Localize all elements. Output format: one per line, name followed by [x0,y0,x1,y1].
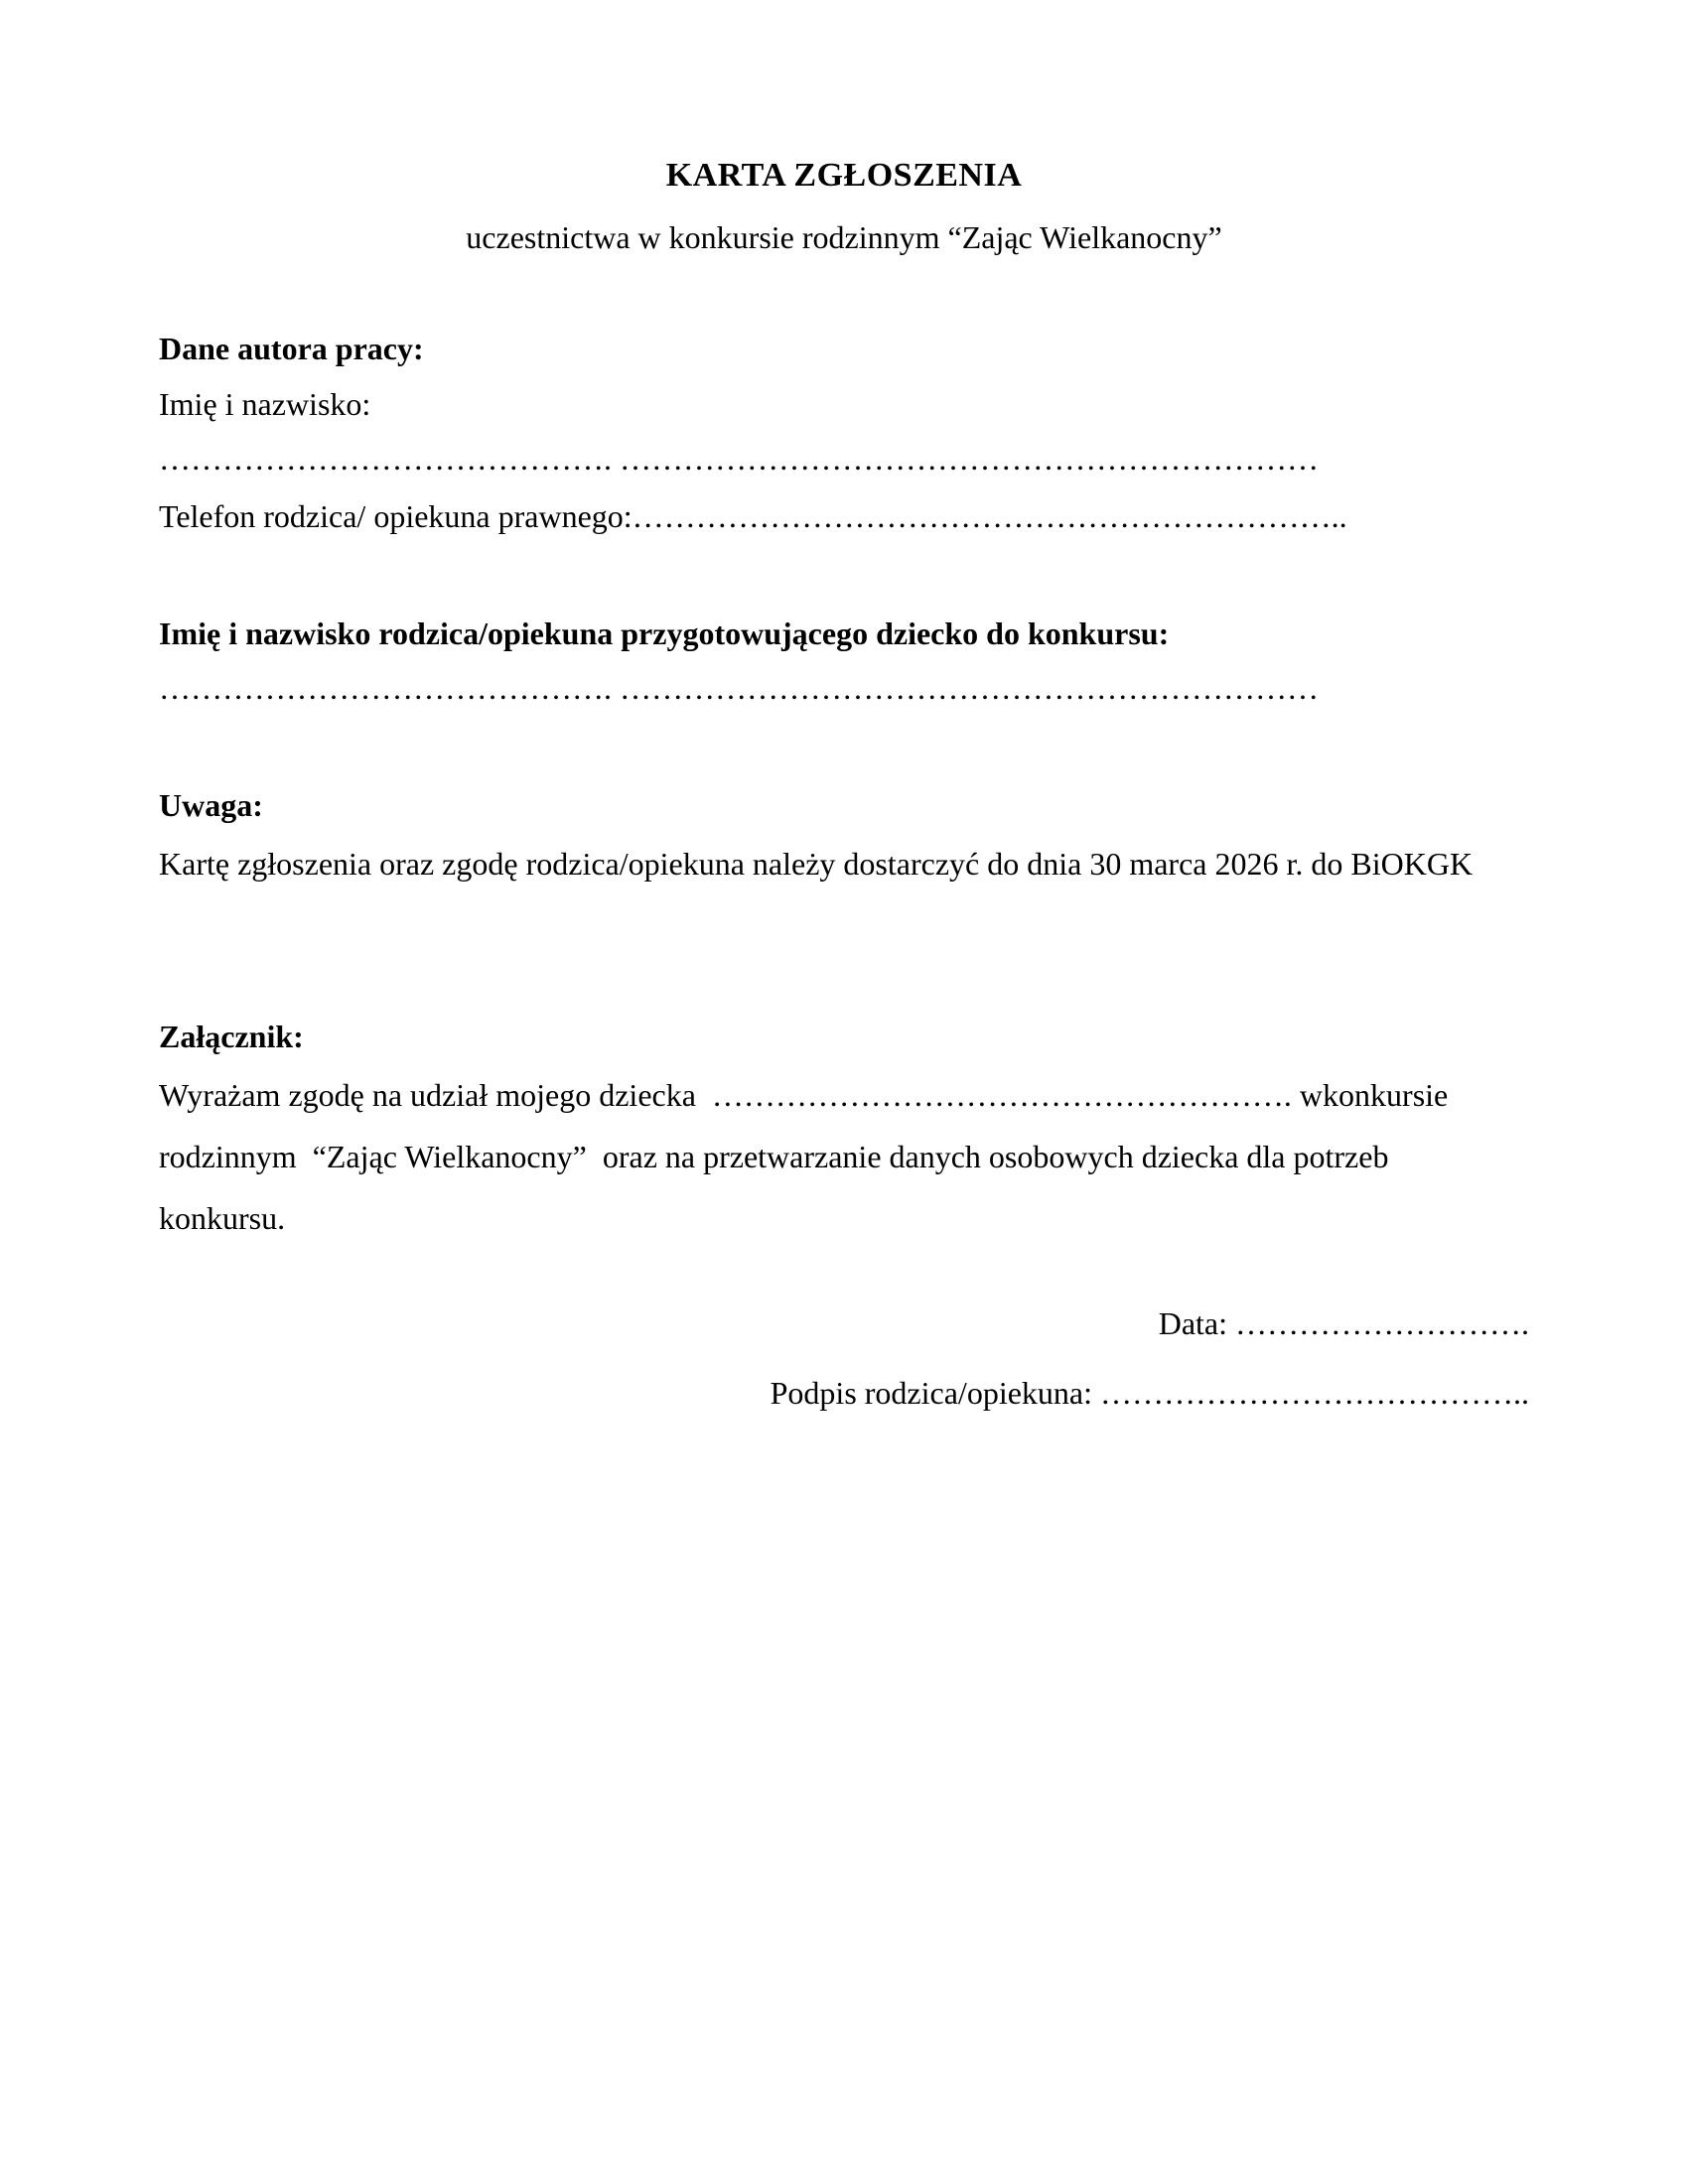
parent-phone-line: Telefon rodzica/ opiekuna prawnego:………………………………………………………….. [159,498,1347,534]
parent-name-fill-line: ……………………………………. ………………………………………………………… [159,670,1319,706]
attachment-section-heading: Załącznik: [159,1019,304,1054]
note-text: Kartę zgłoszenia oraz zgodę rodzica/opiekuna należy dostarczyć do dnia 30 marca 2026 r. do BiOKGK [159,846,1474,882]
document-subtitle: uczestnictwa w konkursie rodzinnym “Zając Wielkanocny” [466,219,1222,255]
signature-fill-line: Podpis rodzica/opiekuna: ………………………………….. [770,1375,1529,1411]
consent-paragraph-line-1: Wyrażam zgodę na udział mojego dziecka ………………………………………………. wkonkursie [159,1077,1449,1113]
author-name-label: Imię i nazwisko: [159,386,371,422]
author-name-fill-line: ……………………………………. ………………………………………………………… [159,441,1319,477]
consent-paragraph-line-3: konkursu. [159,1200,286,1236]
date-fill-line: Data: ………………………. [1158,1305,1529,1341]
consent-paragraph-line-2: rodzinnym “Zając Wielkanocny” oraz na przetwarzanie danych osobowych dziecka dla potrzeb [159,1139,1389,1174]
parent-section-heading: Imię i nazwisko rodzica/opiekuna przygotowującego dziecko do konkursu: [159,615,1170,651]
document-title: KARTA ZGŁOSZENIA [665,157,1023,194]
note-section-heading: Uwaga: [159,787,263,823]
author-section-heading: Dane autora pracy: [159,331,424,366]
